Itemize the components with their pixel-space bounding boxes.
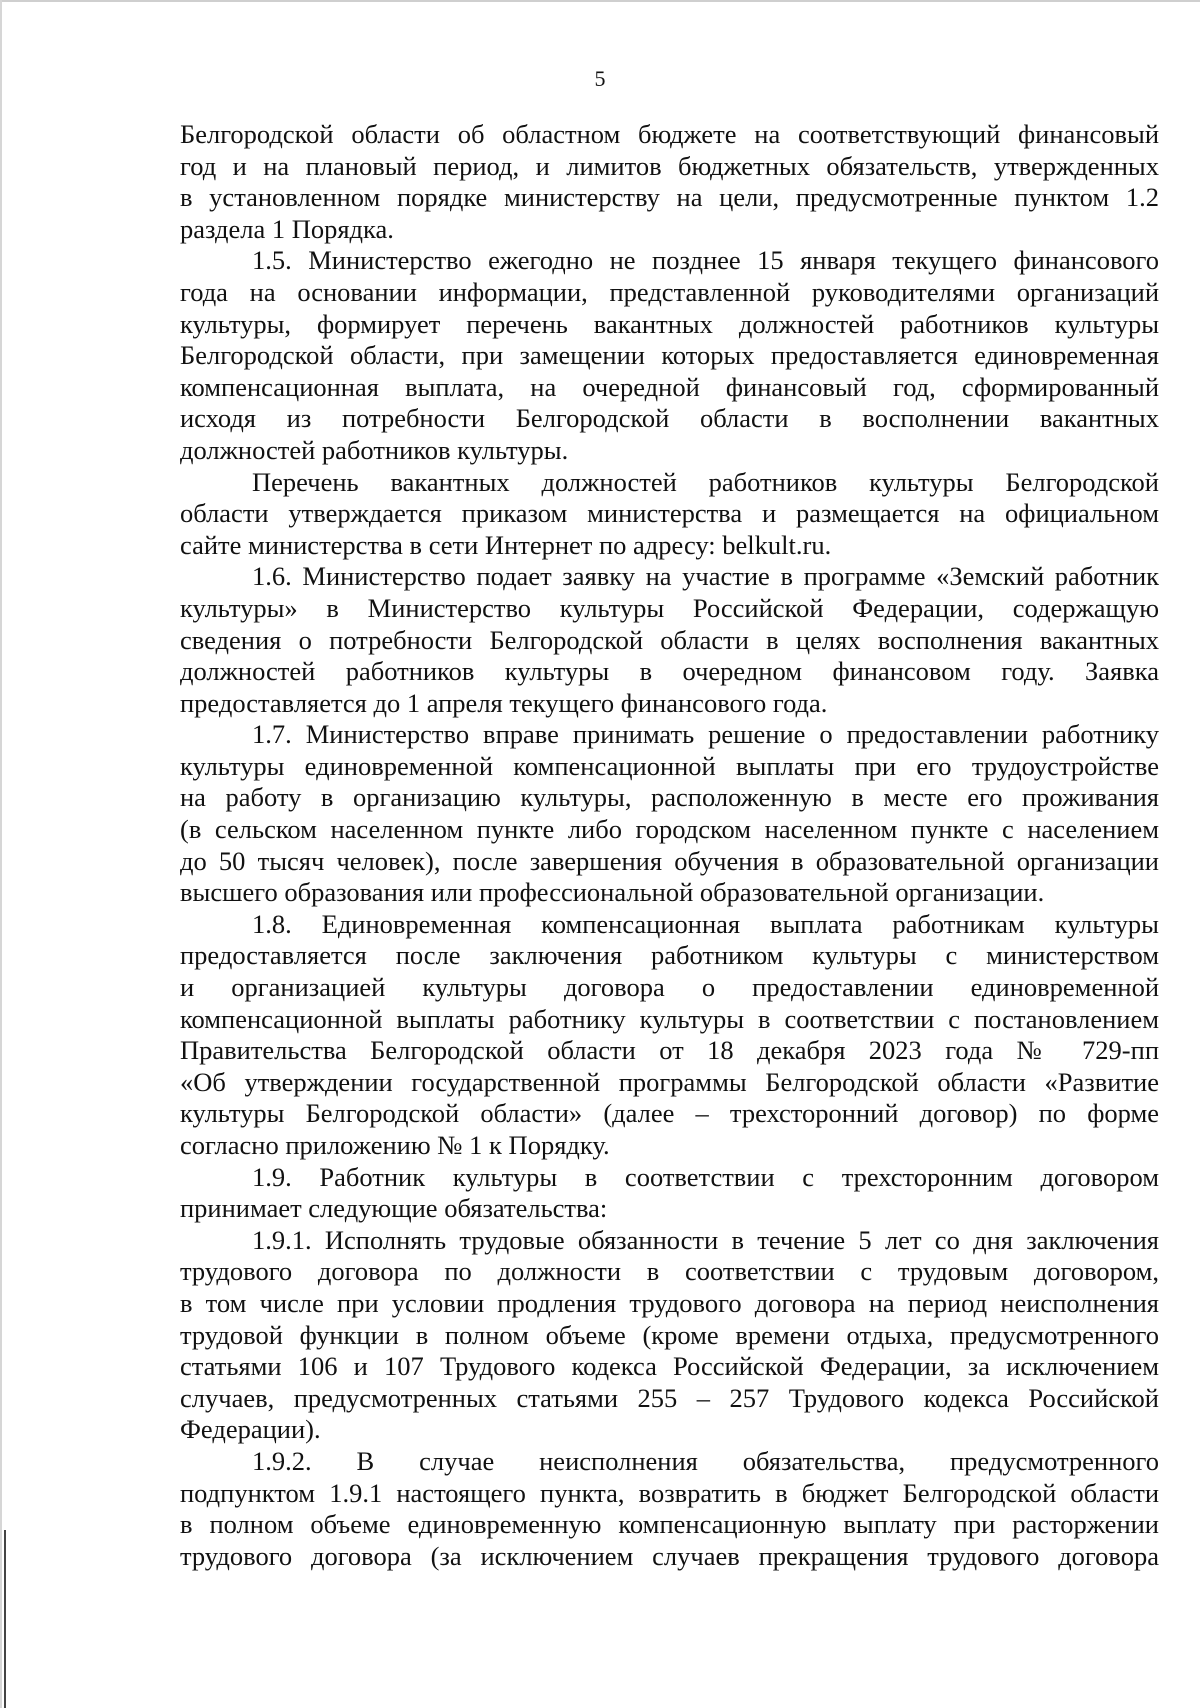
scan-edge-left-shadow: [4, 1530, 6, 1708]
text-line: Перечень вакантных должностей работников культуры Белгородской: [252, 466, 1159, 497]
text-line: до 50 тысяч человек), после завершения обучения в образовательной организации: [180, 845, 1159, 876]
text-line: 1.9.2. В случае неисполнения обязательства, предусмотренного: [252, 1445, 1159, 1476]
text-line: год и на плановый период, и лимитов бюджетных обязательств, утвержденных: [180, 150, 1159, 181]
paragraph: [180, 1446, 1159, 1572]
text-line: 1.7. Министерство вправе принимать решение о предоставлении работнику: [252, 719, 1159, 750]
paragraph: [180, 719, 1159, 909]
scan-edge-left: [0, 0, 2, 1708]
text-line: компенсационной выплаты работнику культуры в соответствии с постановлением: [180, 1003, 1159, 1034]
text-line: Белгородской области об областном бюджете на соответствующий финансовый: [180, 119, 1159, 149]
text-line: и организацией культуры договора о предоставлении единовременной: [180, 972, 1159, 1003]
text-line: подпунктом 1.9.1 настоящего пункта, возвратить в бюджет Белгородской области: [180, 1477, 1159, 1508]
document-body: [180, 119, 1159, 1572]
text-line: культуры единовременной компенсационной выплаты при его трудоустройстве: [180, 750, 1159, 781]
paragraph: [180, 119, 1159, 245]
text-line: Белгородской области, при замещении которых предоставляется единовременная: [180, 340, 1159, 371]
text-line: должностей работников культуры в очередном финансовом году. Заявка: [180, 656, 1159, 687]
text-line: трудового договора (за исключением случаев прекращения трудового договора: [180, 1540, 1159, 1571]
page-number: 5: [594, 66, 606, 91]
text-line: трудового договора по должности в соответствии с трудовым договором,: [180, 1256, 1159, 1287]
text-line: в том числе при условии продления трудового договора на период неисполнения: [180, 1287, 1159, 1318]
text-line: «Об утверждении государственной программы Белгородской области «Развитие: [180, 1066, 1159, 1097]
text-line: (в сельском населенном пункте либо городском населенном пункте с населением: [180, 814, 1159, 845]
text-line: 1.5. Министерство ежегодно не позднее 15 января текущего финансового: [252, 245, 1159, 276]
text-line: предоставляется после заключения работником культуры с министерством: [180, 940, 1159, 971]
text-line: 1.8. Единовременная компенсационная выплата работникам культуры: [252, 908, 1159, 939]
text-line: на работу в организацию культуры, расположенную в месте его проживания: [180, 782, 1159, 813]
paragraph: [180, 467, 1159, 562]
text-line: Федерации).: [180, 1414, 321, 1445]
text-line: культуры, формирует перечень вакантных должностей работников культуры: [180, 308, 1159, 339]
text-line: раздела 1 Порядка.: [180, 213, 394, 244]
text-line: сайте министерства в сети Интернет по адресу: belkult.ru.: [180, 529, 832, 560]
text-line: культуры Белгородской области» (далее – трехсторонний договор) по форме: [180, 1098, 1159, 1129]
text-line: трудовой функции в полном объеме (кроме времени отдыха, предусмотренного: [180, 1319, 1159, 1350]
text-line: Правительства Белгородской области от 18 декабря 2023 года № 729-пп: [180, 1035, 1159, 1066]
text-line: исходя из потребности Белгородской области в восполнении вакантных: [180, 403, 1159, 434]
text-line: принимает следующие обязательства:: [180, 1193, 608, 1224]
text-line: согласно приложению № 1 к Порядку.: [180, 1130, 610, 1160]
text-line: в полном объеме единовременную компенсационную выплату при расторжении: [180, 1509, 1159, 1540]
text-line: в установленном порядке министерству на цели, предусмотренные пунктом 1.2: [180, 182, 1159, 213]
text-line: области утверждается приказом министерства и размещается на официальном: [180, 498, 1159, 529]
text-line: культуры» в Министерство культуры Российской Федерации, содержащую: [180, 592, 1159, 623]
text-line: года на основании информации, представленной руководителями организаций: [180, 276, 1159, 307]
text-line: случаев, предусмотренных статьями 255 – 257 Трудового кодекса Российской: [180, 1382, 1159, 1413]
text-line: статьями 106 и 107 Трудового кодекса Российской Федерации, за исключением: [180, 1351, 1159, 1382]
paragraph: [180, 1162, 1159, 1225]
paragraph: [180, 909, 1159, 1162]
paragraph: [180, 561, 1159, 719]
paragraph: [180, 1225, 1159, 1446]
text-line: должностей работников культуры.: [180, 434, 569, 465]
text-line: сведения о потребности Белгородской области в целях восполнения вакантных: [180, 624, 1159, 655]
text-line: высшего образования или профессиональной образовательной организации.: [180, 877, 1045, 908]
text-line: 1.6. Министерство подает заявку на участие в программе «Земский работник: [252, 561, 1159, 592]
text-line: компенсационная выплата, на очередной финансовый год, сформированный: [180, 371, 1159, 402]
text-line: 1.9. Работник культуры в соответствии с трехсторонним договором: [252, 1161, 1159, 1192]
text-line: 1.9.1. Исполнять трудовые обязанности в течение 5 лет со дня заключения: [252, 1224, 1159, 1255]
text-line: предоставляется до 1 апреля текущего финансового года.: [180, 687, 828, 718]
scan-edge-top: [0, 0, 1200, 2]
paragraph: [180, 245, 1159, 466]
